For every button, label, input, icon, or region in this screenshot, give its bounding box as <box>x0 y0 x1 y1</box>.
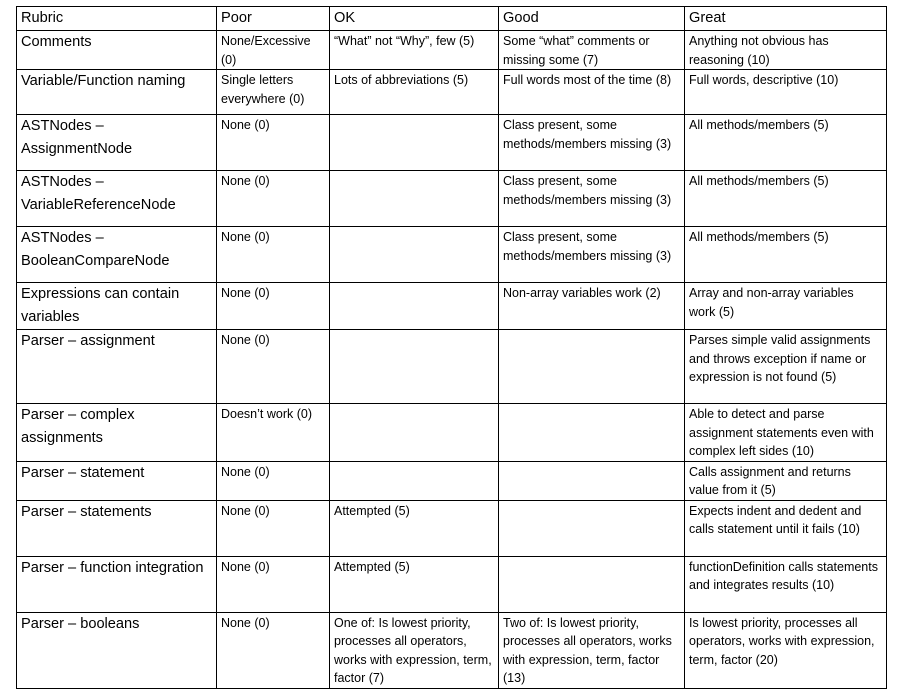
poor-cell: None (0) <box>217 556 330 612</box>
rubric-row <box>17 500 887 556</box>
rubric-row <box>17 227 887 283</box>
criterion: Parser – booleans <box>17 612 217 688</box>
poor-cell: None (0) <box>217 612 330 688</box>
rubric-row <box>17 612 887 688</box>
criterion: Parser – assignment <box>17 330 217 404</box>
rubric-row <box>17 283 887 330</box>
criterion: Expressions can contain variables <box>17 283 217 330</box>
header-row <box>17 7 887 31</box>
good-cell <box>499 461 685 500</box>
criterion: ASTNodes – AssignmentNode <box>17 115 217 171</box>
rubric-table <box>16 6 887 689</box>
poor-cell: None (0) <box>217 500 330 556</box>
great-cell: Calls assignment and returns value from it (5) <box>685 461 887 500</box>
great-cell: Expects indent and dedent and calls statement until it fails (10) <box>685 500 887 556</box>
poor-cell: None (0) <box>217 227 330 283</box>
ok-cell: Lots of abbreviations (5) <box>330 70 499 115</box>
good-cell <box>499 330 685 404</box>
ok-cell: Attempted (5) <box>330 556 499 612</box>
rubric-row <box>17 70 887 115</box>
rubric-row <box>17 330 887 404</box>
criterion: Parser – complex assignments <box>17 404 217 462</box>
poor-cell: Single letters everywhere (0) <box>217 70 330 115</box>
criterion: Variable/Function naming <box>17 70 217 115</box>
header-ok: OK <box>330 7 499 31</box>
ok-cell <box>330 227 499 283</box>
poor-cell: None (0) <box>217 461 330 500</box>
good-cell <box>499 556 685 612</box>
good-cell: Class present, some methods/members missing (3) <box>499 227 685 283</box>
good-cell: Full words most of the time (8) <box>499 70 685 115</box>
ok-cell: “What” not “Why”, few (5) <box>330 31 499 70</box>
poor-cell: None (0) <box>217 283 330 330</box>
great-cell: Is lowest priority, processes all operators, works with expression, term, factor (20) <box>685 612 887 688</box>
good-cell <box>499 500 685 556</box>
rubric-body <box>17 7 887 689</box>
great-cell: Full words, descriptive (10) <box>685 70 887 115</box>
criterion: Comments <box>17 31 217 70</box>
ok-cell <box>330 283 499 330</box>
ok-cell <box>330 404 499 462</box>
great-cell: Array and non-array variables work (5) <box>685 283 887 330</box>
good-cell: Two of: Is lowest priority, processes all operators, works with expression, term, factor (13) <box>499 612 685 688</box>
criterion: Parser – statements <box>17 500 217 556</box>
ok-cell <box>330 330 499 404</box>
header-poor: Poor <box>217 7 330 31</box>
poor-cell: None (0) <box>217 115 330 171</box>
good-cell: Class present, some methods/members missing (3) <box>499 115 685 171</box>
rubric-row <box>17 31 887 70</box>
great-cell: Parses simple valid assignments and throws exception if name or expression is not found (5) <box>685 330 887 404</box>
ok-cell <box>330 461 499 500</box>
criterion: Parser – function integration <box>17 556 217 612</box>
criterion: ASTNodes – BooleanCompareNode <box>17 227 217 283</box>
ok-cell: Attempted (5) <box>330 500 499 556</box>
poor-cell: None/Excessive (0) <box>217 31 330 70</box>
great-cell: All methods/members (5) <box>685 227 887 283</box>
poor-cell: None (0) <box>217 171 330 227</box>
great-cell: All methods/members (5) <box>685 171 887 227</box>
good-cell: Some “what” comments or missing some (7) <box>499 31 685 70</box>
criterion: Parser – statement <box>17 461 217 500</box>
ok-cell <box>330 115 499 171</box>
rubric-row <box>17 404 887 462</box>
great-cell: All methods/members (5) <box>685 115 887 171</box>
header-good: Good <box>499 7 685 31</box>
great-cell: Anything not obvious has reasoning (10) <box>685 31 887 70</box>
rubric-row <box>17 556 887 612</box>
ok-cell <box>330 171 499 227</box>
great-cell: Able to detect and parse assignment statements even with complex left sides (10) <box>685 404 887 462</box>
header-rubric: Rubric <box>17 7 217 31</box>
good-cell: Non-array variables work (2) <box>499 283 685 330</box>
good-cell: Class present, some methods/members missing (3) <box>499 171 685 227</box>
header-great: Great <box>685 7 887 31</box>
poor-cell: None (0) <box>217 330 330 404</box>
poor-cell: Doesn’t work (0) <box>217 404 330 462</box>
criterion: ASTNodes – VariableReferenceNode <box>17 171 217 227</box>
ok-cell: One of: Is lowest priority, processes all operators, works with expression, term, factor (7) <box>330 612 499 688</box>
great-cell: functionDefinition calls statements and integrates results (10) <box>685 556 887 612</box>
rubric-row <box>17 461 887 500</box>
rubric-row <box>17 171 887 227</box>
rubric-row <box>17 115 887 171</box>
good-cell <box>499 404 685 462</box>
